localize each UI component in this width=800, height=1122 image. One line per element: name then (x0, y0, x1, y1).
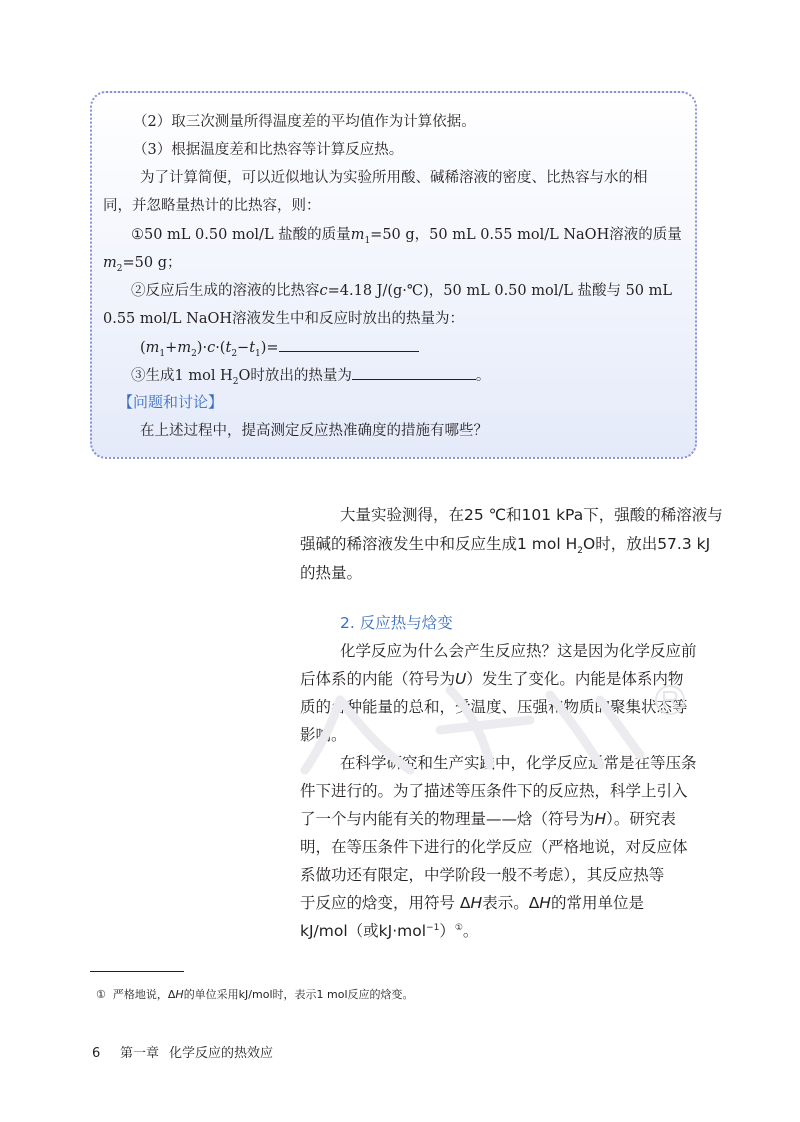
footnote: ① 严格地说，ΔH的单位采用kJ/mol时，表示1 mol反应的焓变。 (96, 988, 414, 1001)
para-1-line-1: 大量实验测得，在25 ℃和101 kPa下，强酸的稀溶液与 (340, 506, 723, 524)
item-2-line-1: ②反应后生成的溶液的比热容c=4.18 J/(g·℃)，50 mL 0.50 mol/L 盐酸与 50 mL (131, 283, 673, 299)
para-3-line-4: 明，在等压条件下进行的化学反应（严格地说，对反应体 (300, 838, 688, 856)
para-1-line-2: 强碱的稀溶液发生中和反应生成1 mol $H_2O$时，放出57.3 kJ (300, 535, 711, 557)
step-3: （3）根据温度差和比热容等计算反应热。 (133, 142, 404, 158)
para-2-line-4: 影响。 (300, 726, 347, 744)
step-2: （2）取三次测量所得温度差的平均值作为计算依据。 (133, 114, 476, 130)
para-3-line-2: 件下进行的。为了描述等压条件下的反应热，科学上引入 (300, 782, 688, 800)
item-1-line-2: $m_2=50$ g； (103, 255, 182, 274)
question-heading: 【问题和讨论】 (118, 393, 224, 411)
para-2-line-3: 质的各种能量的总和，受温度、压强和物质的聚集状态等 (300, 698, 688, 716)
page-number: 6 (92, 1046, 101, 1061)
footnote-divider (90, 971, 184, 972)
para-3-line-7: kJ/mol（或kJ·mol$^{-1}$）①。 (300, 922, 479, 940)
para-3-line-1: 在科学研究和生产实践中，化学反应通常是在等压条 (340, 754, 697, 772)
chapter-title: 化学反应的热效应 (169, 1046, 274, 1061)
section-title: 2. 反应热与焓变 (340, 614, 453, 632)
para-3-line-3: 了一个与内能有关的物理量——焓（符号为H）。研究表 (300, 810, 676, 828)
discussion-question: 在上述过程中，提高测定反应热准确度的措施有哪些？ (140, 423, 488, 439)
para-2-line-1: 化学反应为什么会产生反应热？这是因为化学反应前 (340, 642, 697, 660)
formula-answer-blank[interactable] (279, 337, 419, 352)
para-3-line-5: 系做功还有限定，中学阶段一般不考虑），其反应热等 (300, 866, 665, 884)
para-3-line-6: 于反应的焓变，用符号 ΔH表示。ΔH的常用单位是 (300, 894, 644, 912)
intro-line-2: 同，并忽略量热计的比热容，则： (103, 198, 321, 214)
heat-answer-blank[interactable] (352, 365, 476, 380)
intro-line-1: 为了计算简便，可以近似地认为实验所用酸、碱稀溶液的密度、比热容与水的相 (140, 170, 648, 186)
heat-formula: $(m_1+m_2)\cdot c\cdot(t_2-t_1)=$ (140, 337, 419, 358)
item-1-line-1: ①50 mL 0.50 mol/L 盐酸的质量$m_1=50$ g，50 mL 0.55 mol/L NaOH溶液的质量 (131, 227, 682, 246)
chapter-label: 第一章 (120, 1046, 160, 1061)
para-1-line-3: 的热量。 (300, 564, 363, 582)
item-2-line-2: 0.55 mol/L NaOH溶液发生中和反应时放出的热量为： (103, 311, 464, 327)
item-3: ③生成1 mol $H_2O$时放出的热量为 。 (131, 365, 490, 386)
para-2-line-2: 后体系的内能（符号为U）发生了变化。内能是体系内物 (300, 670, 684, 688)
footnote-ref[interactable]: ① (454, 922, 463, 933)
